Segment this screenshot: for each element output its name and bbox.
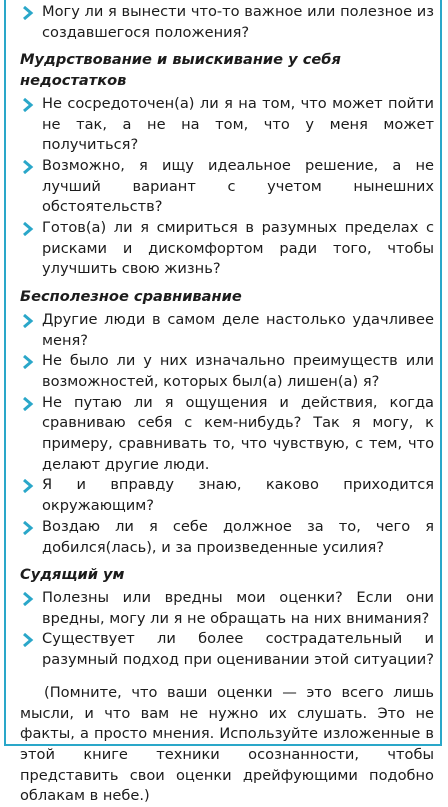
section-heading: Мудрствование и выискивание у себя недостатков — [20, 51, 341, 90]
list-item-text: Не путаю ли я ощущения и действия, когда сравниваю себя с кем-нибудь? Так я могу, к примеру, сравнивать то, что чувствую, с тем, что делают другие люди. — [42, 393, 434, 473]
closing-note: (Помните, что ваши оценки — это всего лишь мысли, и что вам не нужно их слушать. Это не факты, а просто мнения. Используйте изложенные в этой книге техники осознанности, чтобы представить свои оценки дрейфующими подобно облакам в небе.) — [20, 683, 434, 805]
chevron-right-icon — [21, 160, 35, 174]
chevron-right-icon — [21, 397, 35, 411]
list-item — [20, 310, 434, 351]
section-heading: Судящий ум — [20, 566, 125, 584]
list-item — [20, 156, 434, 218]
list-item — [20, 218, 434, 280]
chevron-right-icon — [21, 521, 35, 535]
list-item — [20, 94, 434, 156]
chevron-right-icon — [21, 222, 35, 236]
list-item — [20, 629, 434, 670]
questions-list — [20, 2, 434, 807]
list-item — [20, 517, 434, 558]
list-item-text: Готов(а) ли я смириться в разумных пределах с рисками и дискомфортом ради того, чтобы улучшить свою жизнь? — [42, 219, 434, 278]
chevron-right-icon — [21, 355, 35, 369]
chevron-right-icon — [21, 6, 35, 20]
section-heading: Бесполезное сравнивание — [20, 288, 242, 306]
chevron-right-icon — [21, 314, 35, 328]
chevron-right-icon — [21, 479, 35, 493]
list-item-text: Не было ли у них изначально преимуществ или возможностей, которых был(а) лишен(а) я? — [42, 352, 434, 390]
list-item-text: Воздаю ли я себе должное за то, чего я добился(лась), и за произведенные усилия? — [42, 517, 434, 556]
chevron-right-icon — [21, 592, 35, 606]
list-item — [20, 393, 434, 476]
chevron-right-icon — [21, 633, 35, 647]
list-item-text: Возможно, я ищу идеальное решение, а не лучший вариант с учетом нынешних обстоятельств? — [42, 156, 434, 216]
list-item — [20, 2, 434, 43]
list-item — [20, 475, 434, 516]
list-item — [20, 351, 434, 392]
list-item-text: Другие люди в самом деле настолько удачливее меня? — [42, 310, 434, 349]
list-item-text: Полезны или вредны мои оценки? Если они вредны, могу ли я не обращать на них внимания? — [42, 588, 434, 627]
list-item — [20, 588, 434, 629]
list-item-text: Не сосредоточен(а) ли я на том, что может пойти не так, а не на том, что у меня может получиться? — [42, 94, 434, 154]
list-item-text: Я и вправду знаю, каково приходится окружающим? — [42, 476, 434, 515]
chevron-right-icon — [21, 98, 35, 112]
list-item-text: Существует ли более сострадательный и разумный подход при оценивании этой ситуации? — [42, 630, 434, 669]
list-item-text: Могу ли я вынести что-то важное или полезное из создавшегося положения? — [42, 3, 434, 41]
